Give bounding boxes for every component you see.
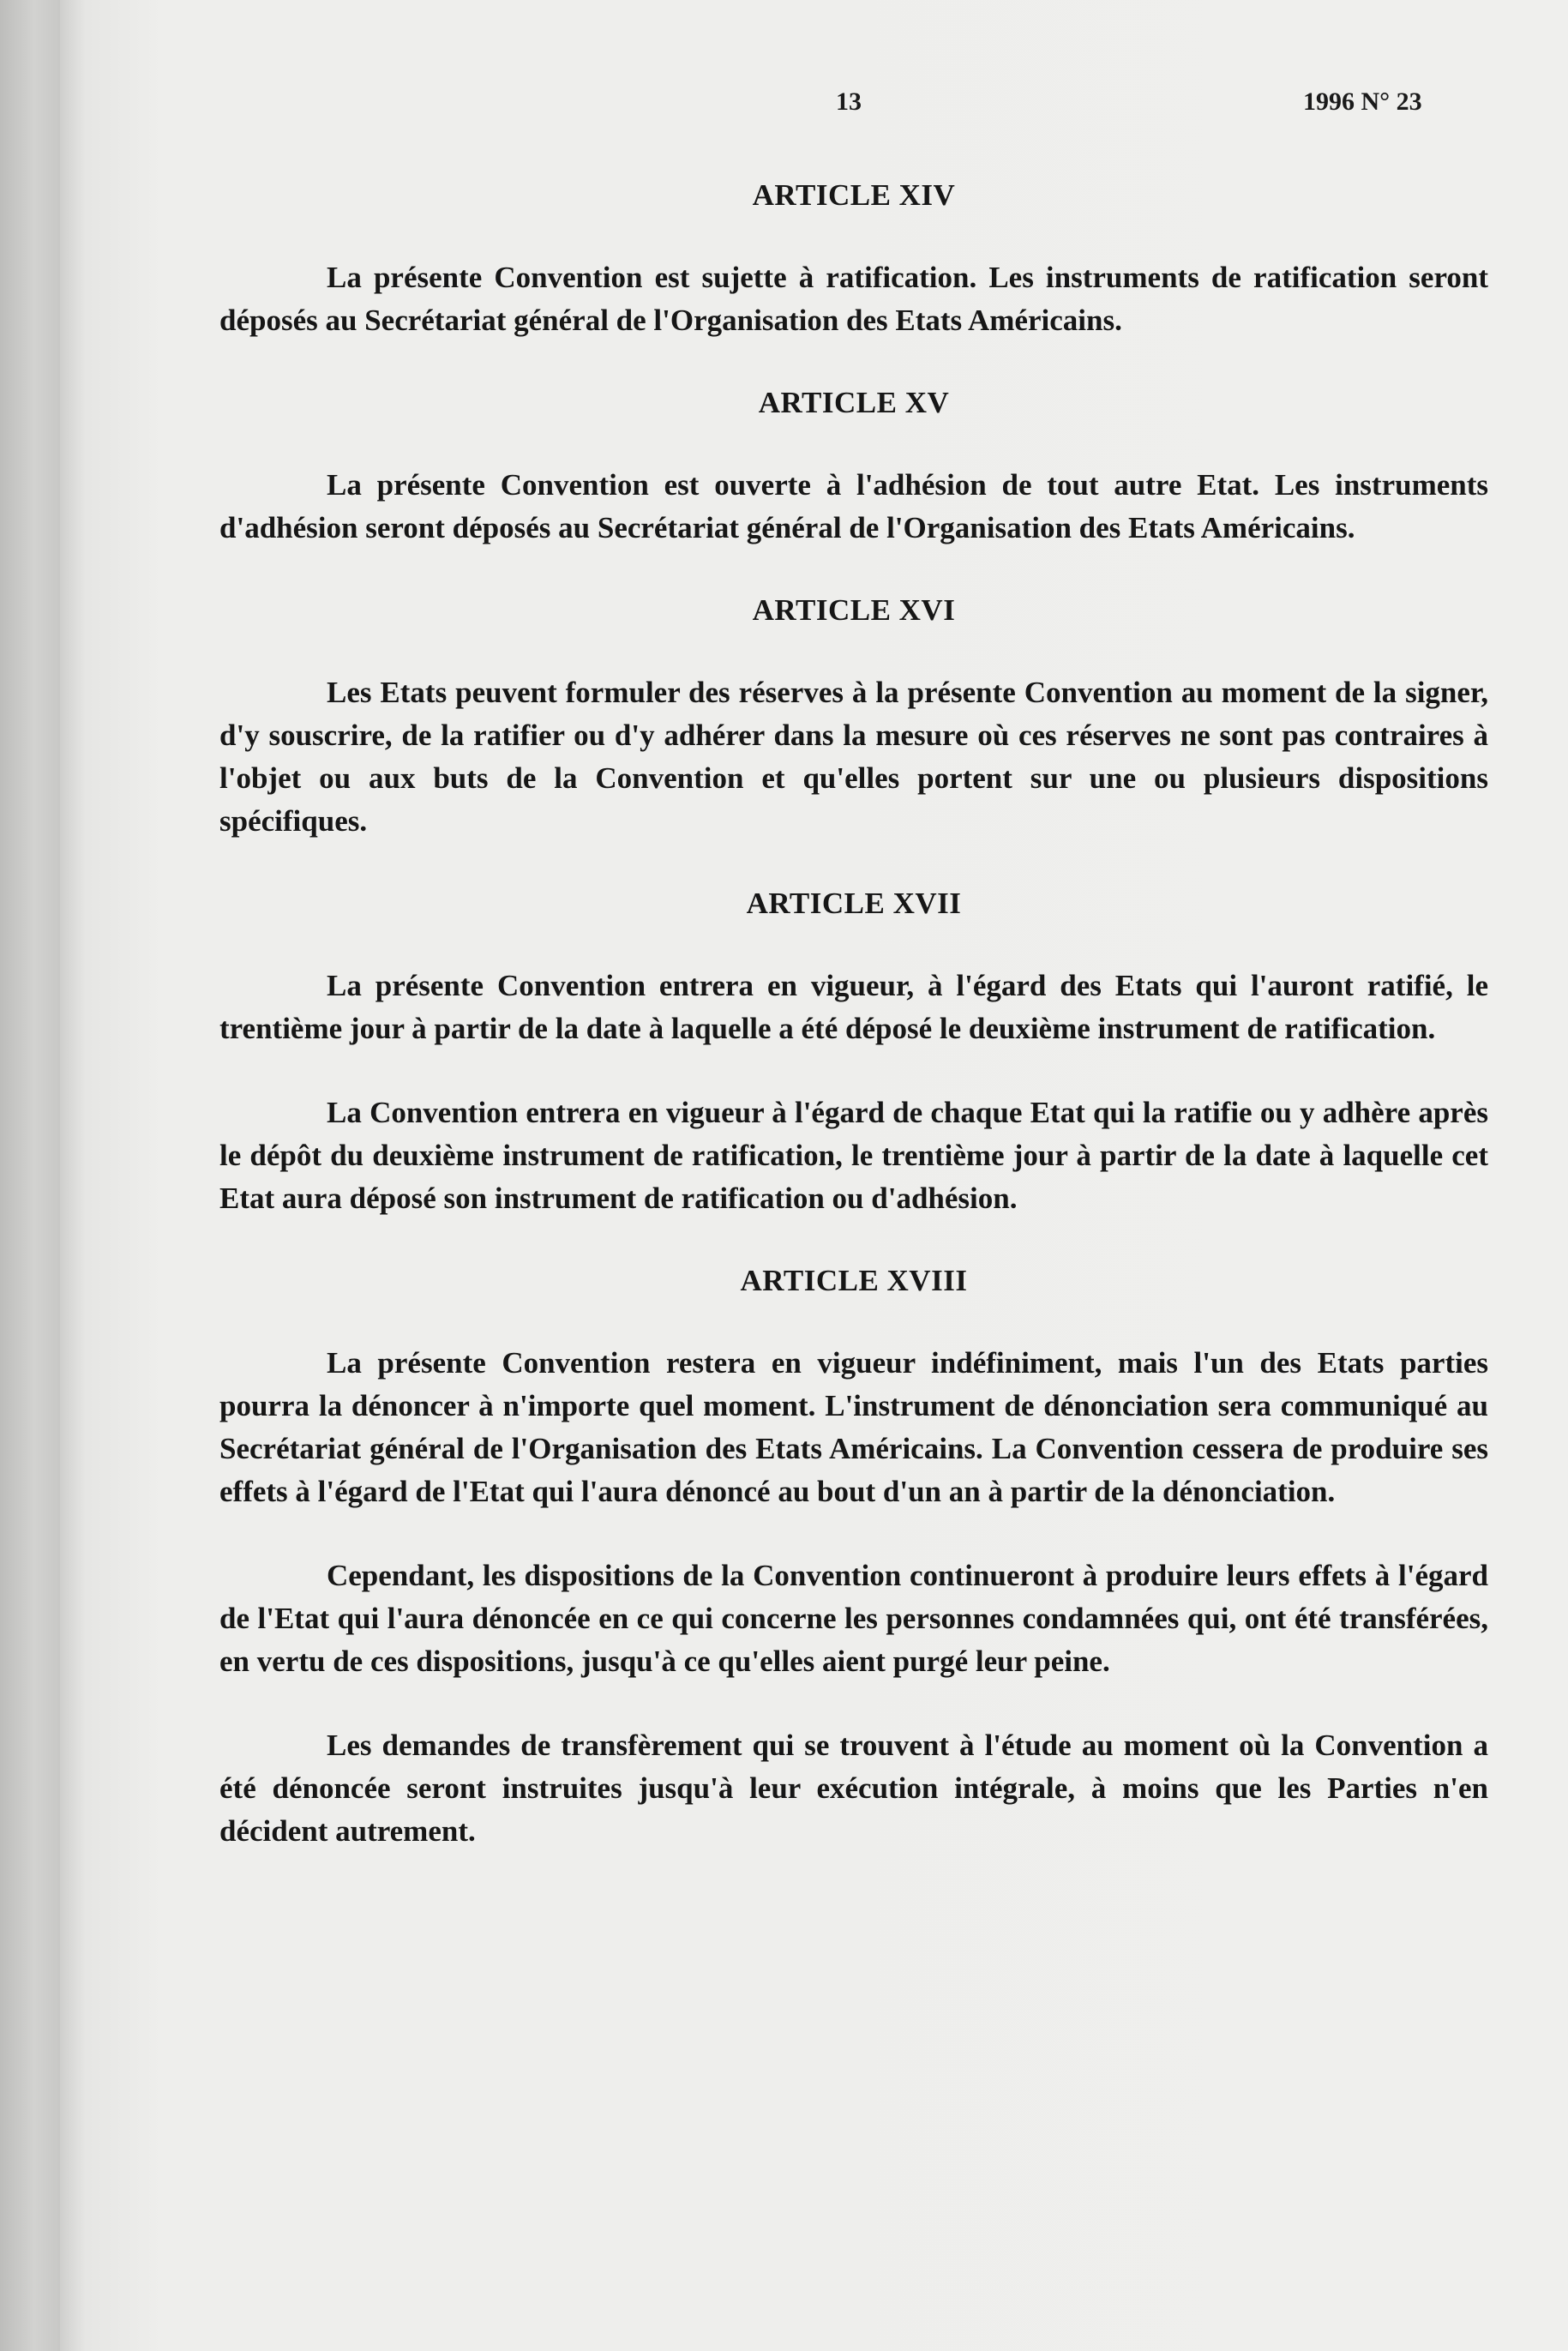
article-paragraph: Les Etats peuvent formuler des réserves à la présente Convention au moment de la signer, d'y souscrire, de la ratifier ou d'y adhérer dans la mesure où ces réserves ne sont pas contraires à l'objet ou aux buts de la Convention et qu'elles portent sur une ou plusieurs dispositions spécifiques. xyxy=(219,676,1488,838)
article-paragraph: La présente Convention est sujette à ratification. Les instruments de ratification seront déposés au Secrétariat général de l'Organisation des Etats Américains. xyxy=(219,261,1488,337)
binding-shadow xyxy=(0,0,60,2351)
article-paragraph: La présente Convention restera en vigueur indéfiniment, mais l'un des Etats parties pourra la dénoncer à n'importe quel moment. L'instrument de dénonciation sera communiqué au Secrétariat général de l'Organisation des Etats Américains. La Convention cessera de produire ses effets à l'égard de l'Etat qui l'aura dénoncé au bout d'un an à partir de la dénonciation. xyxy=(219,1346,1488,1508)
article-xvii xyxy=(219,884,1488,1220)
article-xviii xyxy=(219,1261,1488,1853)
article-title: ARTICLE XVI xyxy=(752,593,956,627)
document-body xyxy=(219,176,1488,1894)
page-number: 13 xyxy=(836,87,862,116)
article-paragraph: La présente Convention entrera en vigueur, à l'égard des Etats qui l'auront ratifié, le trentième jour à partir de la date à laquelle a été déposé le deuxième instrument de ratification. xyxy=(219,969,1488,1045)
article-paragraph: La présente Convention est ouverte à l'adhésion de tout autre Etat. Les instruments d'adhésion seront déposés au Secrétariat général de l'Organisation des Etats Américains. xyxy=(219,468,1488,544)
article-xv xyxy=(219,383,1488,550)
article-title: ARTICLE XVIII xyxy=(740,1264,968,1297)
article-xiv xyxy=(219,176,1488,342)
article-title: ARTICLE XIV xyxy=(752,178,956,212)
article-title: ARTICLE XVII xyxy=(746,887,962,920)
page-header xyxy=(0,87,1568,130)
article-title: ARTICLE XV xyxy=(758,386,950,419)
article-paragraph: Les demandes de transfèrement qui se trouvent à l'étude au moment où la Convention a été dénoncée seront instruites jusqu'à leur exécution intégrale, à moins que les Parties n'en décident autrement. xyxy=(219,1729,1488,1848)
article-xvi xyxy=(219,591,1488,843)
document-reference: 1996 N° 23 xyxy=(1303,87,1422,116)
article-paragraph: Cependant, les dispositions de la Convention continueront à produire leurs effets à l'égard de l'Etat qui l'aura dénoncée en ce qui concerne les personnes condamnées qui, ont été transférées, en vertu de ces dispositions, jusqu'à ce qu'elles aient purgé leur peine. xyxy=(219,1559,1488,1678)
article-paragraph: La Convention entrera en vigueur à l'égard de chaque Etat qui la ratifie ou y adhère après le dépôt du deuxième instrument de ratification, le trentième jour à partir de la date à laquelle cet Etat aura déposé son instrument de ratification ou d'adhésion. xyxy=(219,1096,1488,1215)
